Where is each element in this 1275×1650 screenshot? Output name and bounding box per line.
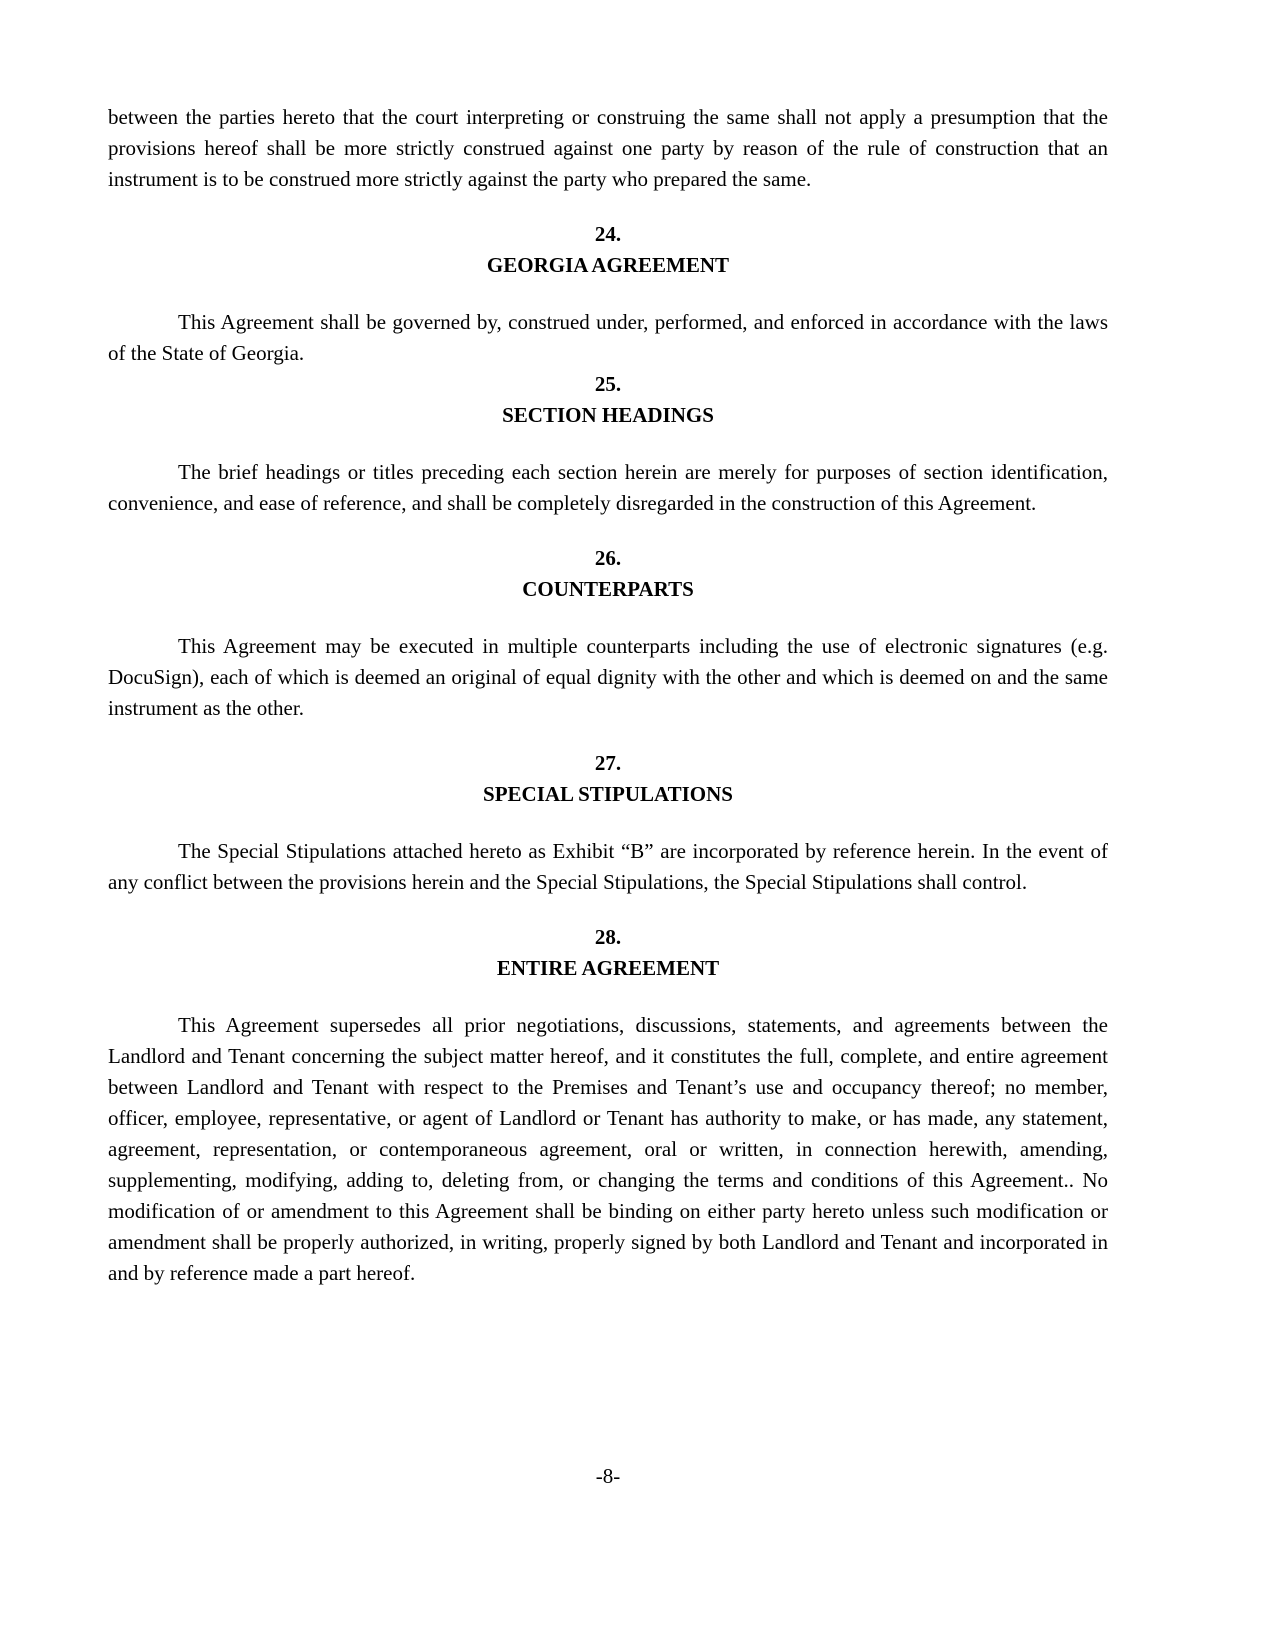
section-27-number: 27. <box>594 751 622 775</box>
page-number: -8- <box>595 1464 621 1488</box>
section-28-title: ENTIRE AGREEMENT <box>496 956 720 980</box>
section-26 <box>108 543 1108 724</box>
section-28-body: This Agreement supersedes all prior negotiations, discussions, statements, and agreements between the Landlord and Tenant concerning the subject matter hereof, and it constitutes the full, complete, and entire agreement between Landlord and Tenant with respect to the Premises and Tenant’s use and occupancy thereof; no member, officer, employee, representative, or agent of Landlord or Tenant has authority to make, or has made, any statement, agreement, representation, or contemporaneous agreement, oral or written, in connection herewith, amending, supplementing, modifying, adding to, deleting from, or changing the terms and conditions of this Agreement.. No modification of or amendment to this Agreement shall be binding on either party hereto unless such modification or amendment shall be properly authorized, in writing, properly signed by both Landlord and Tenant and incorporated in and by reference made a part hereof. <box>108 1013 1108 1285</box>
section-26-body: This Agreement may be executed in multiple counterparts including the use of electronic signatures (e.g. DocuSign), each of which is deemed an original of equal dignity with the other and which is deemed on and the same instrument as the other. <box>108 634 1108 720</box>
section-25-number: 25. <box>594 372 622 396</box>
section-26-number: 26. <box>594 546 622 570</box>
section-27 <box>108 748 1108 898</box>
intro-paragraph: between the parties hereto that the court interpreting or construing the same shall not apply a presumption that the provisions hereof shall be more strictly construed against one party by reason of the rule of construction that an instrument is to be construed more strictly against the party who prepared the same. <box>108 105 1108 191</box>
section-28-number: 28. <box>594 925 622 949</box>
section-27-title: SPECIAL STIPULATIONS <box>483 782 733 806</box>
section-24-title: GEORGIA AGREEMENT <box>486 253 730 277</box>
section-25-body: The brief headings or titles preceding each section herein are merely for purposes of section identification, convenience, and ease of reference, and shall be completely disregarded in the construction of this Agreement. <box>108 460 1108 515</box>
section-26-title: COUNTERPARTS <box>522 577 694 601</box>
section-25 <box>108 369 1108 519</box>
section-24 <box>108 219 1108 369</box>
section-24-body: This Agreement shall be governed by, construed under, performed, and enforced in accordance with the laws of the State of Georgia. <box>108 310 1108 365</box>
section-24-number: 24. <box>594 222 622 246</box>
section-25-title: SECTION HEADINGS <box>502 403 714 427</box>
section-27-body: The Special Stipulations attached hereto as Exhibit “B” are incorporated by reference herein. In the event of any conflict between the provisions herein and the Special Stipulations, the Special Stipulations shall control. <box>108 839 1108 894</box>
section-28 <box>108 922 1108 1289</box>
